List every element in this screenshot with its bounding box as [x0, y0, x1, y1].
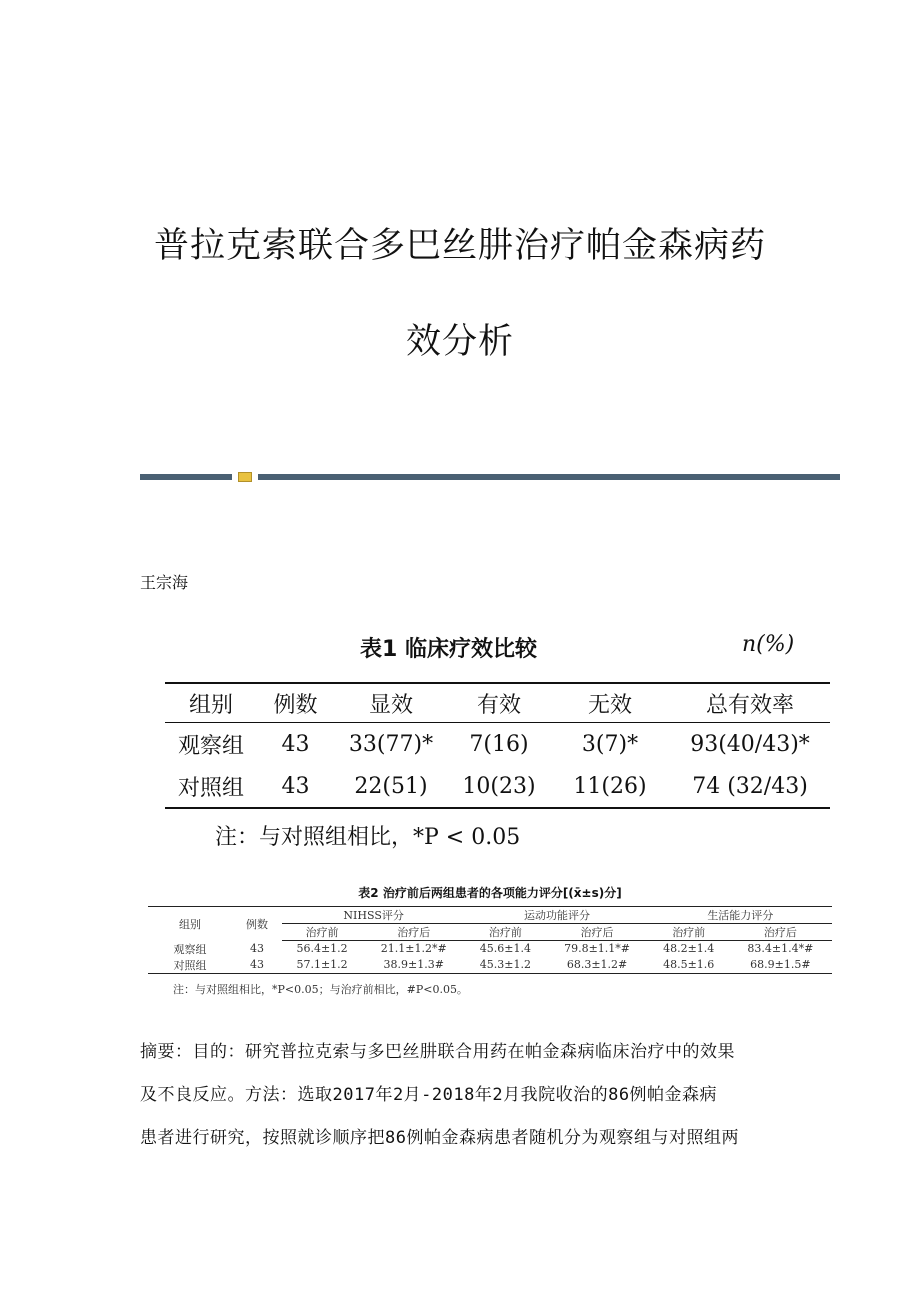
- table2-cell: 对照组: [148, 957, 232, 974]
- table2-subheader-cell: 治疗后: [729, 924, 832, 941]
- table1-cell: 74 (32/43): [670, 765, 830, 808]
- table1-cell: 43: [257, 765, 334, 808]
- table2-cell: 79.8±1.1*#: [564, 942, 630, 956]
- table2-cell: 48.5±1.6: [649, 957, 729, 974]
- table1-header-cell: 显效: [334, 683, 448, 723]
- table2-cell: 43: [250, 942, 264, 955]
- table-row: [165, 765, 830, 808]
- table2-cell: 83.4±1.4*#: [747, 942, 814, 956]
- table2-cell: 68.9±1.5#: [729, 957, 832, 974]
- abstract: [140, 1031, 800, 1160]
- table2-cell: 56.4±1.2: [296, 942, 348, 956]
- table2-caption: 表2 治疗前后两组患者的各项能力评分[(x̄±s)分]: [358, 886, 622, 900]
- table2-cell: 38.9±1.3#: [362, 957, 465, 974]
- table1-unit: n(%): [742, 632, 795, 657]
- table1-header-cell: 例数: [257, 683, 334, 723]
- table2-subheader-cell: 治疗前: [282, 924, 362, 941]
- table1-cell: 10(23): [448, 765, 550, 808]
- table2-header-cell: 例数: [232, 907, 282, 941]
- table1-cell: 11(26): [550, 765, 670, 808]
- table2-note: 注：与对照组相比，*P<0.05；与治疗前相比，#P<0.05。: [173, 983, 468, 996]
- table1-cell: 43: [281, 731, 310, 757]
- divider-bar-left: [140, 474, 232, 480]
- table1-cell: 3(7)*: [581, 731, 639, 757]
- table1-header-cell: 组别: [165, 683, 257, 723]
- table-row: [165, 723, 830, 766]
- table2-cell: 48.2±1.4: [663, 942, 715, 956]
- table1-header-cell: 总有效率: [670, 683, 830, 723]
- table1-header-cell: 有效: [448, 683, 550, 723]
- table2-cell: 57.1±1.2: [282, 957, 362, 974]
- table1: [165, 682, 830, 809]
- table2-header-row: [148, 907, 832, 924]
- table2-cell: 68.3±1.2#: [545, 957, 648, 974]
- table1-note: 注：与对照组相比，*P < 0.05: [215, 825, 521, 850]
- table1-header-cell: 无效: [550, 683, 670, 723]
- table2-cell: 45.6±1.4: [479, 942, 531, 956]
- abstract-line: 及不良反应。方法：选取2017年2月-2018年2月我院收治的86例帕金森病: [140, 1085, 718, 1105]
- table1-caption: 表1 临床疗效比较: [360, 637, 537, 662]
- table2-subheader-cell: 治疗前: [649, 924, 729, 941]
- table2-subheader-cell: 治疗后: [362, 924, 465, 941]
- table2-cell: 21.1±1.2*#: [380, 942, 447, 956]
- title-divider: [140, 472, 840, 482]
- table2-cell: 观察组: [173, 942, 207, 956]
- abstract-line: 摘要：目的：研究普拉克索与多巴丝肼联合用药在帕金森病临床治疗中的效果: [140, 1042, 735, 1062]
- table2-group-header: 运动功能评分: [465, 907, 648, 924]
- table2-header-cell: 组别: [148, 907, 232, 941]
- table1-cell: 93(40/43)*: [690, 731, 810, 757]
- table2-subheader-cell: 治疗后: [545, 924, 648, 941]
- table1-cell: 33(77)*: [348, 731, 434, 757]
- author-name: 王宗海: [140, 573, 189, 592]
- table2-subheader-cell: 治疗前: [465, 924, 545, 941]
- table-row: [148, 957, 832, 974]
- table1-cell: 对照组: [165, 765, 257, 808]
- paper-title-line-1: 普拉克索联合多巴丝肼治疗帕金森病药: [153, 226, 766, 266]
- divider-bar-right: [258, 474, 840, 480]
- table2-cell: 43: [232, 957, 282, 974]
- paper-title-line-2: 效分析: [405, 322, 514, 362]
- table1-header-row: [165, 683, 830, 723]
- abstract-line: 患者进行研究，按照就诊顺序把86例帕金森病患者随机分为观察组与对照组两: [140, 1128, 739, 1148]
- table1-cell: 7(16): [469, 731, 529, 757]
- table1-cell: 22(51): [334, 765, 448, 808]
- table2-group-header: 生活能力评分: [649, 907, 832, 924]
- table-row: [148, 941, 832, 957]
- table2-group-header: NIHSS评分: [282, 907, 465, 924]
- divider-mark-icon: [238, 472, 252, 482]
- table2: [148, 906, 832, 974]
- table1-cell: 观察组: [177, 733, 244, 759]
- table2-cell: 45.3±1.2: [465, 957, 545, 974]
